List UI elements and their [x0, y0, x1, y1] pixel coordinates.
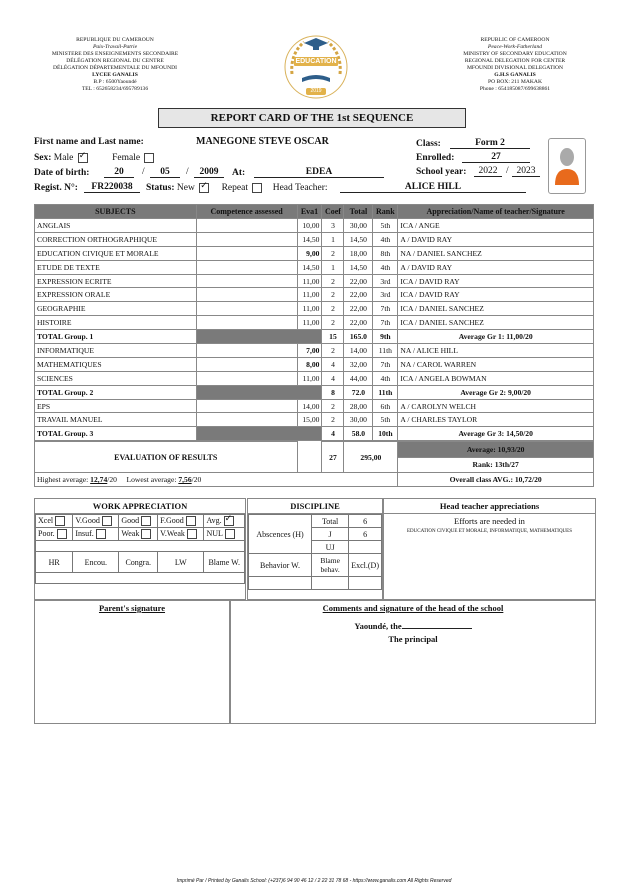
work-option[interactable] — [36, 515, 73, 528]
work-option — [204, 552, 245, 573]
avatar-icon — [549, 139, 585, 193]
header-left-line: Paix-Travail-Patrie — [92, 44, 138, 50]
enrolled-value: 27 — [462, 152, 530, 163]
work-checkbox[interactable] — [96, 529, 106, 539]
coef-cell: 2 — [322, 246, 344, 260]
work-option-label: Congra. — [125, 557, 152, 567]
group-average: Average Gr 2: 9,00/20 — [398, 385, 594, 399]
table-row — [35, 288, 594, 302]
total-cell: 22,00 — [344, 302, 373, 316]
head-teacher-value: ALICE HILL — [340, 182, 526, 193]
header-right-line: G.H.S GANALIS — [494, 72, 536, 78]
group-total-rank: 9th — [373, 330, 398, 344]
blame-label: Blame behav. — [312, 554, 349, 577]
dob-month: 05 — [150, 167, 180, 178]
highest-label: Highest average: — [37, 474, 89, 484]
work-option-label: Encou. — [84, 557, 108, 567]
work-checkbox[interactable] — [141, 529, 151, 539]
col-header: Rank — [373, 205, 398, 219]
repeat-label: Repeat — [221, 183, 248, 194]
header-left-line: REPUBLIQUE DU CAMEROUN — [76, 37, 154, 43]
footer: Imprimé Par / Printed by Ganalis School: (+237)6 94 90 46 12 / 2 22 31 78 68 - https://www.ganalis.com All Rights Reserved — [176, 878, 452, 884]
work-option[interactable] — [119, 515, 158, 528]
evaluation-stats-row — [35, 473, 594, 487]
work-appreciation-box — [34, 498, 246, 600]
group-average: Average Gr 3: 14,50/20 — [398, 427, 594, 441]
rank-cell: 7th — [373, 302, 398, 316]
competence-cell — [196, 413, 297, 427]
eval-cell: 11,00 — [297, 371, 322, 385]
behavior-label: Behavior W. — [249, 554, 312, 577]
grades-table — [34, 204, 594, 441]
head-signature-label: Comments and signature of the head of the school — [322, 603, 504, 613]
work-option[interactable] — [119, 528, 158, 541]
rank-cell: 7th — [373, 357, 398, 371]
evaluation-total: 295,00 — [344, 442, 398, 473]
lowest-label: Lowest average: — [126, 474, 177, 484]
header-right-line: MINISTRY OF SECONDARY EDUCATION — [463, 51, 567, 57]
eval-cell: 11,00 — [297, 288, 322, 302]
eval-cell: 10,00 — [297, 219, 322, 233]
eval-cell: 14,50 — [297, 260, 322, 274]
subject-cell: EDUCATION CIVIQUE ET MORALE — [35, 246, 197, 260]
coef-cell: 1 — [322, 232, 344, 246]
coef-cell: 4 — [322, 371, 344, 385]
group-total-rank: 11th — [373, 385, 398, 399]
coef-cell: 1 — [322, 260, 344, 274]
total-cell: 18,00 — [344, 246, 373, 260]
work-checkbox[interactable] — [57, 529, 67, 539]
regist-value: FR220038 — [84, 182, 140, 193]
subject-cell: SCIENCES — [35, 371, 197, 385]
subject-cell: TRAVAIL MANUEL — [35, 413, 197, 427]
col-header: Competence assessed — [196, 205, 297, 219]
work-checkbox[interactable] — [224, 516, 234, 526]
rank-cell: 4th — [373, 260, 398, 274]
school-year-slash: / — [506, 166, 509, 176]
rank-cell: 7th — [373, 316, 398, 330]
highest-value: 12,74 — [90, 474, 108, 484]
header-right-line: PO BOX: 211 MAKAK — [487, 79, 543, 85]
appreciation-cell: ICA / DANIEL SANCHEZ — [398, 316, 594, 330]
rank-cell: 4th — [373, 371, 398, 385]
coef-cell: 2 — [322, 302, 344, 316]
dob-day: 20 — [104, 167, 134, 178]
total-cell: 28,00 — [344, 399, 373, 413]
work-option[interactable] — [36, 528, 73, 541]
group-total-label: TOTAL Group. 2 — [35, 385, 197, 399]
evaluation-label: EVALUATION OF RESULTS — [35, 442, 298, 473]
table-row — [35, 260, 594, 274]
appreciation-cell: ICA / DAVID RAY — [398, 288, 594, 302]
evaluation-table — [34, 441, 594, 487]
subject-cell: EXPRESSION ECRITE — [35, 274, 197, 288]
subject-cell: EXPRESSION ORALE — [35, 288, 197, 302]
parent-signature-box — [34, 600, 230, 724]
work-option-label: V.Weak — [160, 528, 185, 538]
total-cell: 14,00 — [344, 344, 373, 358]
header-right-line: Peace-Work-Fatherland — [487, 44, 543, 50]
eval-cell: 15,00 — [297, 413, 322, 427]
work-option-label: Good — [121, 515, 140, 525]
col-header: Appreciation/Name of teacher/Signature — [398, 205, 594, 219]
discipline-title: DISCIPLINE — [248, 499, 382, 514]
col-header: Coef — [322, 205, 344, 219]
work-checkbox[interactable] — [187, 529, 197, 539]
repeat-checkbox[interactable] — [252, 183, 262, 193]
header-left-line: DÉLÉGATION DÉPARTEMENTALE DU MFOUNDI — [52, 65, 178, 71]
evaluation-average: Average: 10,93/20 — [398, 442, 594, 458]
per20: /20 — [191, 474, 202, 484]
table-row — [35, 274, 594, 288]
head-teacher-line2: EDUCATION CIVIQUE ET MORALE, INFORMATIQUE, MATHEMATIQUES — [406, 529, 573, 534]
j-value: 6 — [349, 528, 382, 541]
total-cell: 22,00 — [344, 316, 373, 330]
total-cell: 32,00 — [344, 357, 373, 371]
class-average: Overall class AVG.: 10,72/20 — [398, 473, 594, 487]
principal-label: The principal — [388, 634, 438, 644]
header-left-line: LYCEE GANALIS — [92, 72, 138, 78]
head-teacher-line1: Efforts are needed in — [454, 516, 525, 526]
work-checkbox[interactable] — [55, 516, 65, 526]
male-label: Male — [53, 153, 74, 164]
evaluation-rank: Rank: 13th/27 — [398, 457, 594, 473]
work-option[interactable] — [158, 515, 204, 528]
competence-cell — [196, 371, 297, 385]
work-option-label: Xcel — [38, 515, 54, 525]
parent-signature-label: Parent's signature — [98, 603, 166, 613]
group-total-gray — [196, 427, 322, 441]
table-row — [35, 399, 594, 413]
status-row — [146, 183, 328, 193]
work-option-label: Avg. — [206, 515, 222, 525]
work-option — [158, 552, 204, 573]
group-total-coef: 4 — [322, 427, 344, 441]
competence-cell — [196, 302, 297, 316]
rank-cell: 8th — [373, 246, 398, 260]
discipline-grid — [248, 514, 382, 590]
group-total-rank: 10th — [373, 427, 398, 441]
competence-cell — [196, 344, 297, 358]
evaluation-row — [35, 442, 594, 458]
logo-text: EDUCATION — [295, 58, 337, 65]
coef-cell: 3 — [322, 219, 344, 233]
total-cell: 30,00 — [344, 413, 373, 427]
eval-cell: 9,00 — [297, 246, 322, 260]
head-signature-box — [230, 600, 596, 724]
male-checkbox[interactable] — [78, 153, 88, 163]
total-cell: 14,50 — [344, 232, 373, 246]
eval-cell: 7,00 — [297, 344, 322, 358]
coef-cell: 2 — [322, 274, 344, 288]
rank-cell: 11th — [373, 344, 398, 358]
group-total-row — [35, 385, 594, 399]
new-label: New — [176, 183, 195, 194]
eval-cell: 8,00 — [297, 357, 322, 371]
table-row — [35, 232, 594, 246]
work-option-label: Blame W. — [208, 557, 240, 567]
col-header: Total — [344, 205, 373, 219]
coef-cell: 2 — [322, 413, 344, 427]
class-label: Class: — [416, 139, 441, 149]
header-right-line: MFOUNDI DIVISIONAL DELEGATION — [466, 65, 564, 71]
coef-cell: 2 — [322, 316, 344, 330]
school-year-end: 2023 — [512, 166, 540, 177]
header-right-line: Phone : 654185087/699638861 — [479, 86, 551, 92]
header-left-line: DÉLÉGATION REGIONAL DU CENTRE — [66, 58, 164, 64]
rank-cell: 6th — [373, 399, 398, 413]
place-label: Yaoundé, the — [354, 621, 402, 631]
eval-cell: 14,00 — [297, 399, 322, 413]
evaluation-coef: 27 — [322, 442, 344, 473]
grades-header-row — [35, 205, 594, 219]
name-label: First name and Last name: — [34, 137, 144, 147]
group-total-label: TOTAL Group. 3 — [35, 427, 197, 441]
appreciation-cell: A / CAROLYN WELCH — [398, 399, 594, 413]
logo-year: 2019 — [310, 88, 322, 94]
competence-cell — [196, 288, 297, 302]
competence-cell — [196, 399, 297, 413]
col-header: Eva1 — [297, 205, 322, 219]
work-option — [119, 552, 158, 573]
appreciation-cell: NA / DANIEL SANCHEZ — [398, 246, 594, 260]
header-left-line: B.P : 6500Yaoundé — [93, 79, 137, 85]
sex-label: Sex: — [34, 153, 52, 164]
table-row — [35, 219, 594, 233]
table-row — [35, 357, 594, 371]
total-value: 6 — [349, 515, 382, 528]
total-cell: 30,00 — [344, 219, 373, 233]
eval-cell: 11,00 — [297, 274, 322, 288]
school-year-start: 2022 — [474, 166, 502, 177]
enrolled-label: Enrolled: — [416, 153, 455, 163]
report-title: REPORT CARD OF THE 1st SEQUENCE — [158, 108, 466, 128]
header-left-line: MINISTERE DES ENSEIGNEMENTS SECONDAIRE — [51, 51, 179, 57]
min-max-cell — [35, 473, 398, 487]
work-option[interactable] — [73, 528, 119, 541]
appreciation-cell: NA / CAROL WARREN — [398, 357, 594, 371]
group-total-coef: 8 — [322, 385, 344, 399]
subject-cell: ETUDE DE TEXTE — [35, 260, 197, 274]
work-appreciation-title: WORK APPRECIATION — [35, 499, 245, 514]
work-option[interactable] — [204, 528, 245, 541]
competence-cell — [196, 232, 297, 246]
table-row — [35, 413, 594, 427]
uj-label: UJ — [312, 541, 349, 554]
col-header: SUBJECTS — [35, 205, 197, 219]
work-option-label: Insuf. — [75, 528, 94, 538]
group-total-row — [35, 330, 594, 344]
birthplace: EDEA — [254, 167, 384, 178]
appreciation-cell: NA / ALICE HILL — [398, 344, 594, 358]
table-row — [35, 316, 594, 330]
group-total-coef: 15 — [322, 330, 344, 344]
table-row — [35, 371, 594, 385]
competence-cell — [196, 274, 297, 288]
total-cell: 22,00 — [344, 288, 373, 302]
header-left-line: TEL : 652658234/695789136 — [81, 86, 149, 92]
head-teacher-box — [383, 498, 596, 600]
new-checkbox[interactable] — [199, 183, 209, 193]
appreciation-cell: ICA / ANGE — [398, 219, 594, 233]
uj-value — [349, 541, 382, 554]
subject-cell: EPS — [35, 399, 197, 413]
group-average: Average Gr 1: 11,00/20 — [398, 330, 594, 344]
header-left — [40, 37, 190, 93]
female-checkbox[interactable] — [144, 153, 154, 163]
group-total-gray — [196, 385, 322, 399]
table-row — [35, 344, 594, 358]
work-checkbox[interactable] — [102, 516, 112, 526]
appreciation-cell: ICA / DANIEL SANCHEZ — [398, 302, 594, 316]
lowest-value: 7,56 — [178, 474, 192, 484]
group-total-total: 58.0 — [344, 427, 373, 441]
rank-cell: 5th — [373, 219, 398, 233]
header-right-line: REGIONAL DELEGATION FOR CENTER — [464, 58, 566, 64]
rank-cell: 4th — [373, 232, 398, 246]
header-right-line: REPUBLIC OF CAMEROON — [480, 37, 550, 43]
work-option[interactable] — [204, 515, 245, 528]
coef-cell: 2 — [322, 344, 344, 358]
group-total-total: 72.0 — [344, 385, 373, 399]
dob-year: 2009 — [194, 167, 224, 178]
competence-cell — [196, 219, 297, 233]
female-label: Female — [112, 153, 141, 164]
work-grid — [35, 514, 245, 584]
discipline-box — [247, 498, 383, 600]
table-row — [35, 246, 594, 260]
table-row — [35, 302, 594, 316]
rank-cell: 5th — [373, 413, 398, 427]
regist-label: Regist. N°: — [34, 183, 78, 193]
work-option — [73, 552, 119, 573]
school-year-label: School year: — [416, 167, 467, 177]
group-total-total: 165.0 — [344, 330, 373, 344]
dob-label: Date of birth: — [34, 168, 90, 178]
coef-cell: 4 — [322, 357, 344, 371]
sex-row — [34, 153, 154, 163]
date-blank — [402, 628, 472, 629]
coef-cell: 2 — [322, 399, 344, 413]
appreciation-cell: A / DAVID RAY — [398, 260, 594, 274]
subject-cell: HISTOIRE — [35, 316, 197, 330]
class-value: Form 2 — [450, 138, 530, 149]
competence-cell — [196, 316, 297, 330]
work-option[interactable] — [158, 528, 204, 541]
subject-cell: CORRECTION ORTHOGRAPHIQUE — [35, 232, 197, 246]
work-option — [36, 552, 73, 573]
total-cell: 22,00 — [344, 274, 373, 288]
j-label: J — [312, 528, 349, 541]
header-right — [440, 37, 590, 93]
work-checkbox[interactable] — [186, 516, 196, 526]
appreciation-cell: ICA / DAVID RAY — [398, 274, 594, 288]
absences-label: Abscences (H) — [249, 515, 312, 554]
at-label: At: — [232, 168, 246, 178]
status-label: Status: — [146, 183, 175, 194]
competence-cell — [196, 260, 297, 274]
competence-cell — [196, 246, 297, 260]
student-name: MANEGONE STEVE OSCAR — [196, 136, 329, 147]
work-checkbox[interactable] — [225, 529, 235, 539]
work-option[interactable] — [73, 515, 119, 528]
eval-cell: 14,50 — [297, 232, 322, 246]
total-cell: 44,00 — [344, 371, 373, 385]
avatar — [548, 138, 586, 194]
head-teacher-title: Head teacher appreciations — [384, 499, 595, 514]
group-total-row — [35, 427, 594, 441]
work-checkbox[interactable] — [141, 516, 151, 526]
competence-cell — [196, 357, 297, 371]
eval-cell: 11,00 — [297, 302, 322, 316]
work-option-label: V.Good — [75, 515, 100, 525]
subject-cell: GEOGRAPHIE — [35, 302, 197, 316]
work-option-label: F.Good — [160, 515, 184, 525]
eval-cell: 11,00 — [297, 316, 322, 330]
excl-label: Excl.(D) — [349, 554, 382, 577]
work-option-label: Poor. — [38, 528, 55, 538]
coef-cell: 2 — [322, 288, 344, 302]
total-cell: 14,50 — [344, 260, 373, 274]
subject-cell: MATHEMATIQUES — [35, 357, 197, 371]
appreciation-cell: ICA / ANGELA BOWMAN — [398, 371, 594, 385]
work-option-label: NUL — [206, 528, 223, 538]
work-option-label: HR — [48, 557, 60, 567]
group-total-label: TOTAL Group. 1 — [35, 330, 197, 344]
work-option-label: Weak — [121, 528, 140, 538]
per20: /20 — [107, 474, 117, 484]
appreciation-cell: A / DAVID RAY — [398, 232, 594, 246]
head-teacher-label: Head Teacher: — [272, 183, 328, 194]
total-label: Total — [312, 515, 349, 528]
subject-cell: INFORMATIQUE — [35, 344, 197, 358]
dob-slash: / — [186, 167, 189, 177]
subject-cell: ANGLAIS — [35, 219, 197, 233]
dob-slash: / — [142, 167, 145, 177]
school-logo — [282, 32, 350, 102]
rank-cell: 3rd — [373, 288, 398, 302]
group-total-gray — [196, 330, 322, 344]
work-option-label: LW — [174, 557, 187, 567]
rank-cell: 3rd — [373, 274, 398, 288]
appreciation-cell: A / CHARLES TAYLOR — [398, 413, 594, 427]
place-line — [231, 621, 595, 631]
